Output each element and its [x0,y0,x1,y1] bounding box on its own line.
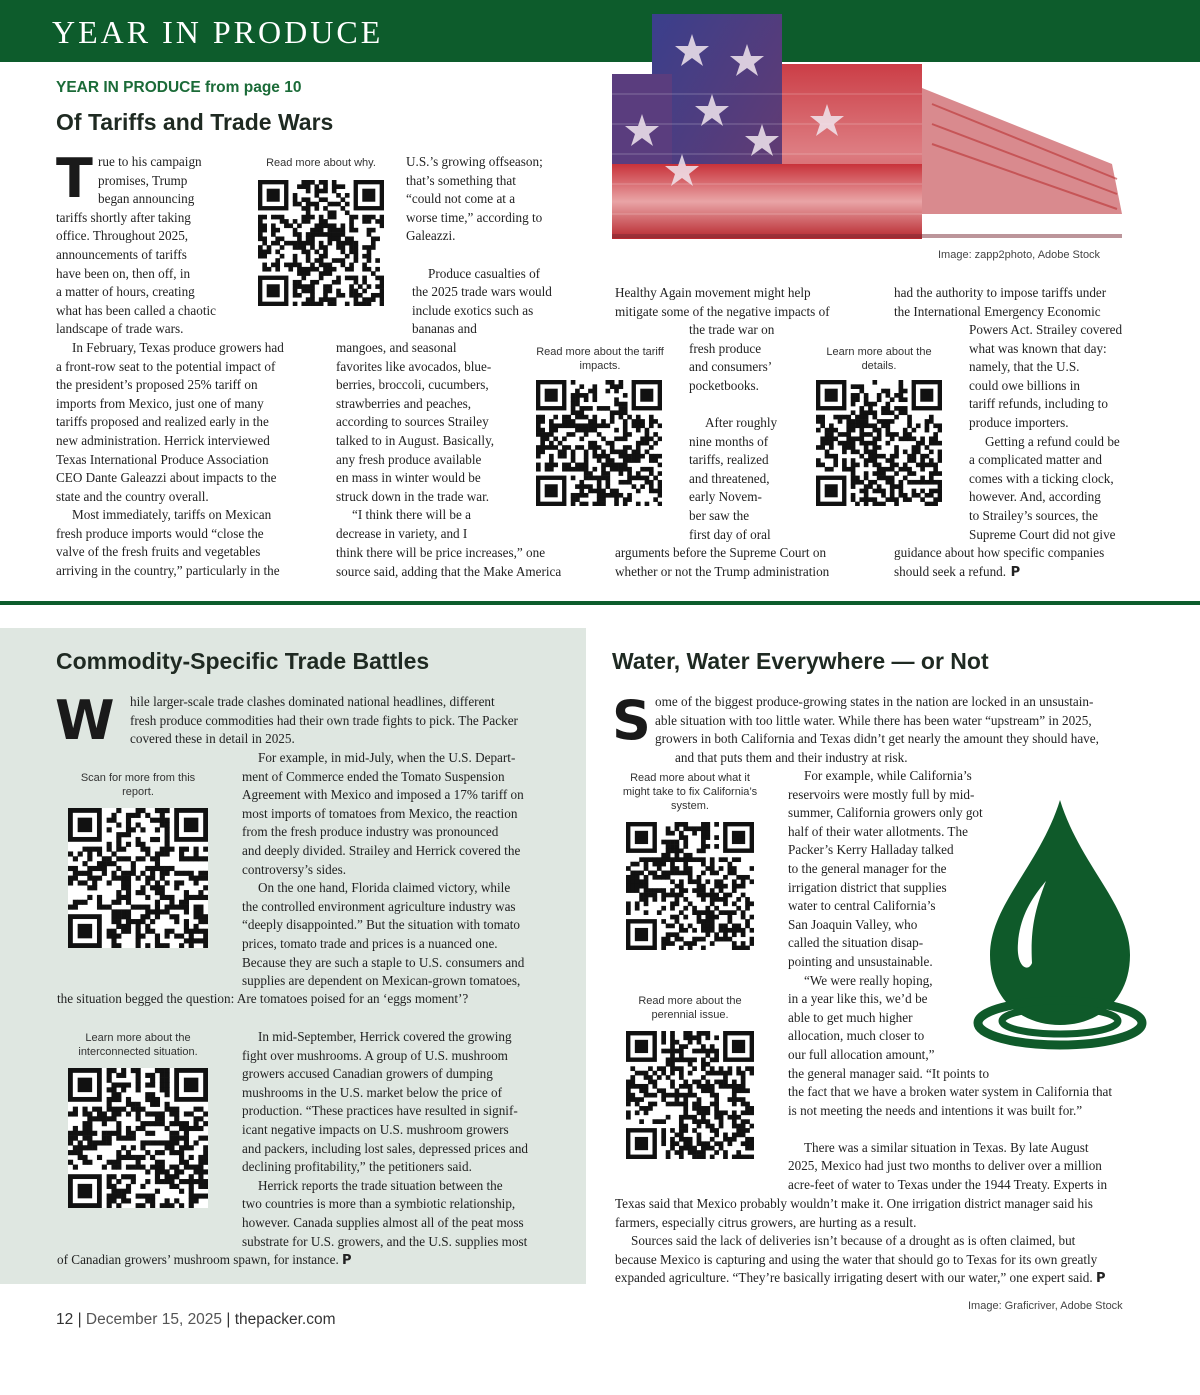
text-line: declining profitability,” the petitioners said. [242,1159,472,1175]
article3-intro [655,693,1195,767]
text-line: Most immediately, tariffs on Mexican [72,507,272,523]
text-line: valve of the fresh fruits and vegetables [56,544,261,560]
text-line: Healthy Again movement might help [615,285,811,300]
text-line: Getting a refund could be [985,433,1120,449]
text-line: called the situation disap- [788,935,924,951]
text-line: according to sources Strailey [336,414,489,430]
text-line: what has been called a chaotic [56,302,217,318]
text-line: tariffs proposed and realized early in the [56,414,269,430]
text-line: decrease in variety, and I [336,525,468,541]
text-line: and that puts them and their industry at risk. [675,749,908,765]
text-line: ome of the biggest produce-growing states in the nation are locked in an unsustain- [655,694,1094,709]
text-line: There was a similar situation in Texas. By late August [804,1139,1089,1155]
text-line: office. Throughout 2025, [56,228,189,244]
text-line: new administration. Herrick interviewed [56,432,270,448]
text-line: half of their water allotments. The [788,823,968,839]
page-footer [56,1311,336,1329]
article2-last-line: of Canadian growers’ mushroom spawn, for instance. P [57,1252,352,1268]
text-line: fresh produce [689,340,762,356]
issue-date: December 15, 2025 [85,1311,223,1328]
qr-caption-tariff-impacts: Read more about the tariff impacts. [536,346,664,372]
text-line: and packers, including lost sales, depressed prices and [242,1140,529,1156]
article1-column-3-top [615,284,875,321]
text-line: Supreme Court did not give [969,526,1116,542]
text-line: In February, Texas produce growers had [72,339,284,355]
article1-column-3-bottom [615,544,875,581]
text-line: allocation, much closer to [788,1028,925,1044]
text-line: imports from Mexico, just one of many [56,395,264,411]
section-title: YEAR IN PRODUCE [52,14,384,50]
qr-code-report[interactable] [68,808,208,948]
article2-wide-line: the situation begged the question: Are tomatoes poised for an ‘eggs moment’? [57,991,469,1006]
article1-column-2 [336,339,516,544]
text-line: fight over mushrooms. A group of U.S. mushroom [242,1047,508,1063]
text-line: include exotics such as [412,302,534,318]
article3-title: Water, Water Everywhere — or Not [612,648,989,674]
text-line: growers accused Canadian growers of dumping [242,1066,493,1082]
qr-code-interconnected[interactable] [68,1068,208,1208]
text-line: have been on, then off, in [56,265,191,281]
text-line: reservoirs were mostly full by mid- [788,786,975,802]
text-line: irrigation district that supplies [788,879,947,895]
text-line: the general manager said. “It points to [788,1065,990,1081]
article1-column-2-top [406,153,586,339]
text-line: San Joaquin Valley, who [788,916,918,932]
text-line: tariffs, realized [689,452,769,468]
article2-dropcap: W [55,689,115,752]
text-line: pocketbooks. [689,377,759,393]
text-line: announcements of tariffs [56,246,187,262]
image-credit-drop: Image: Graficriver, Adobe Stock [968,1300,1123,1312]
article3-wide-lines [615,1195,1155,1269]
text-line: fresh produce imports would “close the [56,525,264,541]
text-line: source said, adding that the Make America [336,563,562,579]
article1-column-2-bottom [336,544,596,581]
text-line: a complicated matter and [969,452,1102,468]
text-line: that’s something that [406,172,516,188]
text-line: tariffs shortly after taking [56,209,191,225]
text-line: controversy’s sides. [242,861,347,877]
text-line: substrate for U.S. growers, and the U.S. supplies most [242,1233,528,1249]
text-line: mushrooms in the U.S. market below the price of [242,1084,503,1100]
text-line: summer, California growers only got [788,805,983,821]
text-line: worse time,” according to [406,209,543,225]
text-line: Sources said the lack of deliveries isn’t because of a drought as is often claimed, but [631,1233,1076,1249]
end-mark: P [1006,564,1021,580]
text-line: the trade war on [689,322,775,337]
site-link[interactable]: thepacker.com [234,1311,336,1328]
text-line: any fresh produce available [336,451,482,467]
article1-column-3 [689,321,809,544]
text-line: from the fresh produce industry was pronounced [242,824,499,840]
text-line: because Mexico is capturing and using the water that should go to Texas for its own greatly [615,1251,1098,1267]
text-line: comes with a ticking clock, [969,470,1114,486]
text-line: most imports of tomatoes from Mexico, the reaction [242,805,518,821]
text-line: struck down in the trade war. [336,488,490,504]
article3-last-line: expanded agriculture. “They’re basically irrigating desert with our water,” one expert said. P [615,1270,1106,1286]
footer-separator: | [77,1311,82,1328]
text-line: farmers, especially citrus growers, are hurting as a result. [615,1214,917,1230]
text-line: a matter of hours, creating [56,284,195,300]
shipping-containers-flag-image [612,14,1132,246]
text-line: berries, broccoli, cucumbers, [336,377,489,393]
text-line: Texas International Produce Association [56,451,269,467]
qr-code-fix-california[interactable] [626,822,754,950]
text-line: “deeply disappointed.” But the situation with tomato [242,917,520,933]
text-line: should seek a refund. P [894,563,1021,580]
text-line: think there will be price increases,” one [336,545,546,560]
text-line: state and the country overall. [56,488,209,504]
text-line: mangoes, and seasonal [336,340,457,355]
text-line: Powers Act. Strailey covered [969,322,1123,337]
text-line: hile larger-scale trade clashes dominated national headlines, different [130,694,495,709]
text-line: icant negative impacts on U.S. mushroom growers [242,1121,509,1137]
text-line: Texas said that Mexico probably wouldn’t make it. One irrigation district manager said his [615,1196,1093,1211]
text-line: en mass in winter would be [336,470,481,486]
text-line: Agreement with Mexico and imposed a 17% tariff on [242,787,524,803]
text-line: what was known that day: [969,340,1107,356]
text-line: began announcing [98,191,195,207]
qr-caption-interconnected: Learn more about the interconnected situation. [78,1032,198,1058]
text-line: promises, Trump [98,172,188,188]
article1-column-4 [969,321,1149,544]
text-line: and deeply divided. Strailey and Herrick covered the [242,842,521,858]
text-line: our full allocation amount,” [788,1046,935,1062]
end-mark: P [342,1253,352,1268]
text-line: a front-row seat to the potential impact of [56,358,276,374]
text-line: rue to his campaign [98,154,202,169]
text-line: however. Canada supplies almost all of the peat moss [242,1214,524,1230]
text-line: “We were really hoping, [804,972,933,988]
qr-caption-report: Scan for more from this report. [80,772,196,798]
qr-caption-why: Read more about why. [266,157,376,169]
text-line [689,395,809,414]
article2-body-2 [242,1028,562,1251]
text-line: landscape of trade wars. [56,321,184,337]
text-line: and threatened, [689,470,770,486]
text-line: favorites like avocados, blue- [336,358,492,374]
text-line: guidance about how specific companies [894,545,1105,560]
text-line: acre-feet of water to Texas under the 1944 Treaty. Experts in [788,1177,1108,1193]
text-line: namely, that the U.S. [969,359,1080,375]
text-line: fresh produce commodities had their own trade fights to pick. The Packer [130,712,518,728]
qr-caption-perennial: Read more about the perennial issue. [638,995,742,1021]
text-line: growers in both California and Texas didn’t get nearly the amount they should have, [655,731,1099,747]
text-line: Packer’s Kerry Halladay talked [788,842,954,858]
text-line: Galeazzi. [406,228,456,244]
text-line: mitigate some of the negative impacts of [615,303,830,319]
text-line: “could not come at a [406,191,516,207]
text-line: able to get much higher [788,1009,913,1025]
text-line: ment of Commerce ended the Tomato Suspension [242,768,505,784]
text-line: ber saw the [689,507,750,523]
text-line [406,246,586,265]
article2-intro [130,693,570,749]
text-line: U.S.’s growing offseason; [406,154,543,169]
text-line: could owe billions in [969,377,1080,393]
qr-caption-fix-california: Read more about what it might take to fix California’s system. [622,772,758,812]
text-line: the International Emergency Economic [894,303,1101,319]
text-line: to the general manager for the [788,860,947,876]
qr-caption-details: Learn more about the details. [826,346,932,372]
text-line: tariff refunds, including to [969,396,1108,412]
text-line: is not meeting the needs and intentions it was built for.” [788,1102,1083,1118]
text-line: however. And, according [969,489,1101,505]
text-line: the controlled environment agriculture industry was [242,898,516,914]
text-line: strawberries and peaches, [336,395,472,411]
text-line: the 2025 trade wars would [412,284,552,300]
article2-title: Commodity-Specific Trade Battles [56,648,430,674]
article3-dropcap: S [612,689,651,752]
text-line: whether or not the Trump administration [615,563,830,579]
text-line: production. “These practices have resulted in signif- [242,1103,518,1119]
text-line: pointing and unsustainable. [788,953,933,969]
text-line: the fact that we have a broken water system in California that [788,1084,1113,1100]
end-mark: P [1095,1271,1106,1286]
text-line: the president’s proposed 25% tariff on [56,377,258,393]
text-line: nine months of [689,433,769,449]
text-line: two countries is more than a symbiotic relationship, [242,1196,516,1212]
text-line: In mid-September, Herrick covered the growing [258,1029,512,1044]
text-line: arriving in the country,” particularly in the [56,563,280,579]
text-line: After roughly [705,414,778,430]
qr-code-perennial[interactable] [626,1031,754,1159]
text-line: CEO Dante Galeazzi about impacts to the [56,470,277,486]
text-line: covered these in detail in 2025. [130,731,295,747]
text-line: able situation with too little water. While there has been water “upstream” in 2025, [655,712,1092,728]
text-line: arguments before the Supreme Court on [615,545,827,560]
text-line: On the one hand, Florida claimed victory, while [258,880,511,896]
continued-from-kicker: YEAR IN PRODUCE from page 10 [56,79,302,96]
text-line: talked to in August. Basically, [336,432,495,448]
water-drop-icon [970,795,1150,1055]
text-line: early Novem- [689,489,762,505]
footer-separator: | [226,1311,231,1328]
page-number: 12 [56,1311,74,1328]
text-line: “I think there will be a [352,507,472,523]
qr-code-details[interactable] [816,380,942,506]
article1-column-4-bottom [894,544,1154,582]
article1-column-4-top [894,284,1154,321]
qr-code-tariff-impacts[interactable] [536,380,662,506]
qr-code-why[interactable] [258,180,384,306]
text-line: Because they are such a staple to U.S. consumers and [242,954,525,970]
text-line: For example, while California’s [804,768,972,783]
text-line: prices, tomato trade and prices is a nuanced one. [242,935,498,951]
text-line: and consumers’ [689,359,773,375]
text-line: supplies are dependent on Mexican-grown tomatoes, [242,973,521,989]
text-line: water to central California’s [788,898,936,914]
text-line: 2025, Mexico had just two months to deliver over a million [788,1158,1102,1174]
text-line: bananas and [412,321,477,337]
text-line [788,1120,1148,1139]
article2-body [242,749,562,991]
text-line: to Strailey’s sources, the [969,507,1098,523]
section-divider [0,601,1200,605]
article1-dropcap: T [56,147,93,210]
image-credit-containers: Image: zapp2photo, Adobe Stock [938,249,1101,261]
text-line: in a year like this, we’d be [788,991,928,1007]
text-line: For example, in mid-July, when the U.S. Depart- [258,750,516,765]
article1-title: Of Tariffs and Trade Wars [56,109,334,135]
text-line: Produce casualties of [428,265,541,281]
text-line: first day of oral [689,526,771,542]
text-line: had the authority to impose tariffs under [894,285,1107,300]
text-line: produce importers. [969,414,1069,430]
text-line: Herrick reports the trade situation between the [258,1177,503,1193]
